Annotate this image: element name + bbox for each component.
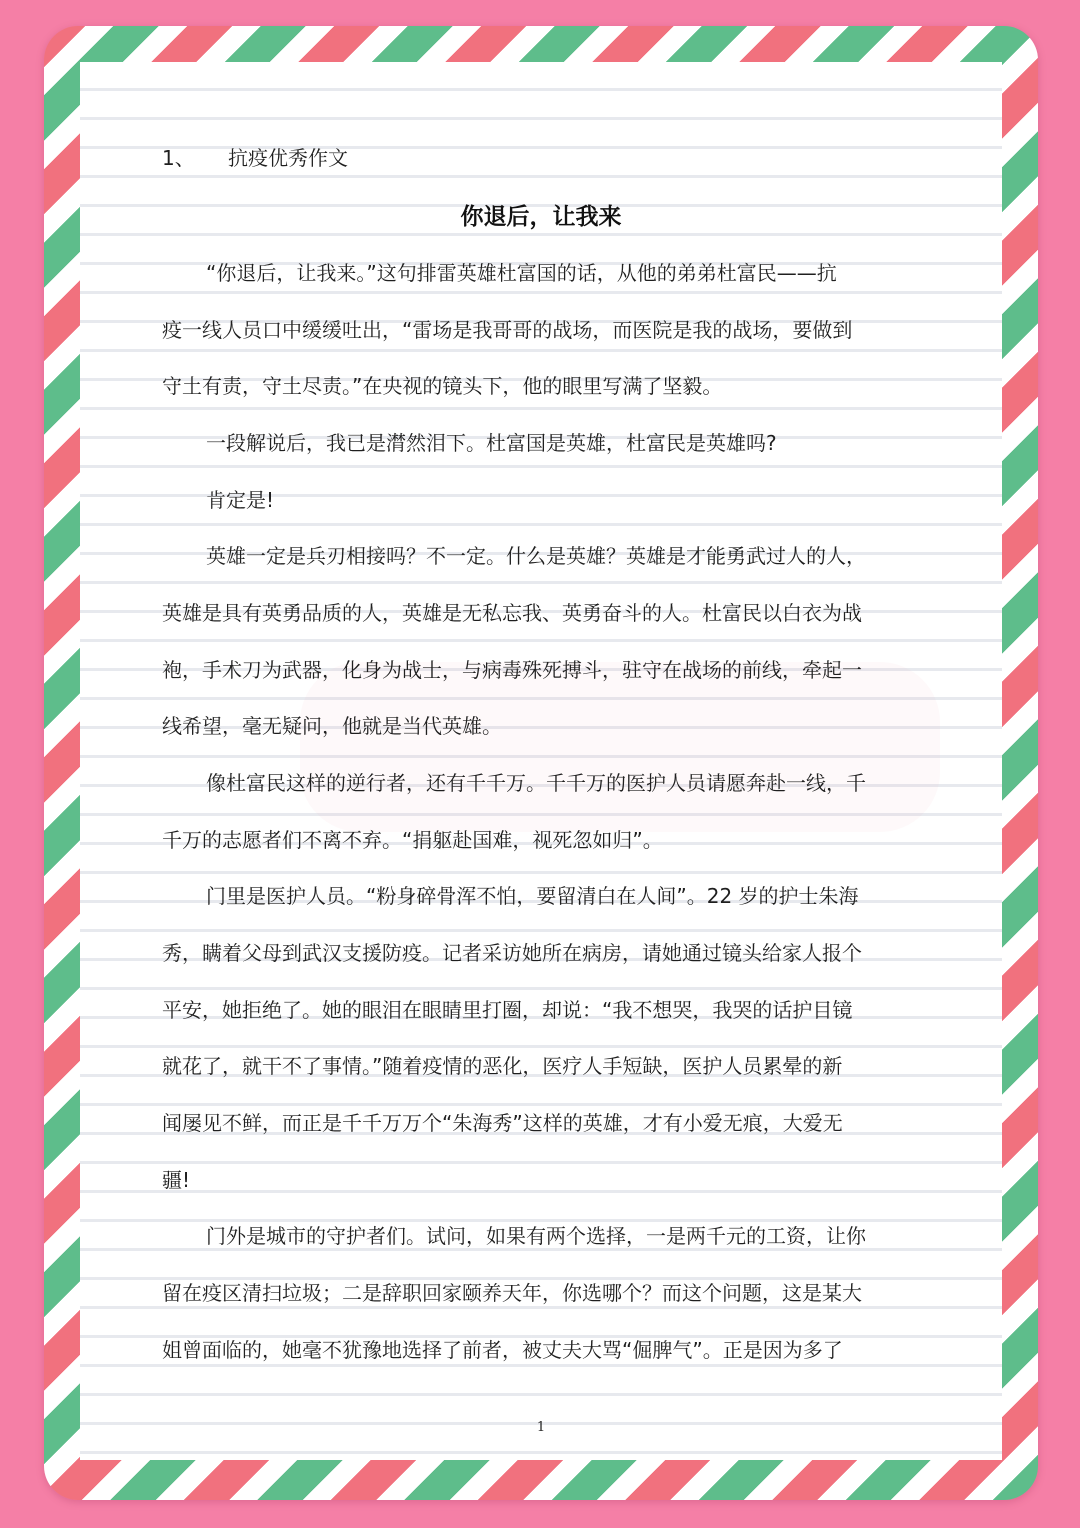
text-line: “你退后，让我来。”这句排雷英雄杜富国的话，从他的弟弟杜富民——抗 (206, 261, 837, 285)
text-line: 一段解说后，我已是潸然泪下。杜富国是英雄，杜富民是英雄吗? (206, 431, 777, 455)
text-line: 姐曾面临的，她毫不犹豫地选择了前者，被丈夫大骂“倔脾气”。正是因为多了 (162, 1338, 843, 1362)
text-line: 秀，瞒着父母到武汉支援防疫。记者采访她所在病房，请她通过镜头给家人报个 (162, 941, 862, 965)
text-line: 袍，手术刀为武器，化身为战士，与病毒殊死搏斗，驻守在战场的前线，牵起一 (162, 658, 862, 682)
text-line: 闻屡见不鲜，而正是千千万万个“朱海秀”这样的英雄，才有小爱无痕，大爱无 (162, 1111, 843, 1135)
page-number: 1 (536, 1420, 546, 1435)
text-line: 留在疫区清扫垃圾；二是辞职回家颐养天年，你选哪个？而这个问题，这是某大 (162, 1281, 862, 1305)
text-line: 线希望，毫无疑问，他就是当代英雄。 (162, 714, 502, 738)
text-line: 像杜富民这样的逆行者，还有千千万。千千万的医护人员请愿奔赴一线，千 (206, 771, 866, 795)
essay-title: 你退后，让我来 (460, 204, 622, 230)
text-line: 就花了，就干不了事情。”随着疫情的恶化，医疗人手短缺，医护人员累晕的新 (162, 1054, 843, 1078)
text-line: 平安，她拒绝了。她的眼泪在眼睛里打圈，却说：“我不想哭，我哭的话护目镜 (162, 998, 853, 1022)
text-line: 门里是医护人员。“粉身碎骨浑不怕，要留清白在人间”。22 岁的护士朱海 (206, 884, 859, 908)
text-line: 千万的志愿者们不离不弃。“捐躯赴国难，视死忽如归”。 (162, 828, 663, 852)
text-line: 疆! (162, 1168, 191, 1192)
watermark-logo (300, 662, 940, 832)
section-number: 1、 (162, 146, 195, 170)
text-line: 疫一线人员口中缓缓吐出，“雷场是我哥哥的战场，而医院是我的战场，要做到 (162, 318, 853, 342)
text-line: 英雄是具有英勇品质的人，英雄是无私忘我、英勇奋斗的人。杜富民以白衣为战 (162, 601, 862, 625)
section-heading (162, 142, 348, 171)
section-title: 抗疫优秀作文 (228, 146, 348, 170)
text-line: 门外是城市的守护者们。试问，如果有两个选择，一是两千元的工资，让你 (206, 1224, 866, 1248)
text-line: 肯定是! (206, 488, 275, 512)
text-line: 英雄一定是兵刃相接吗？不一定。什么是英雄？英雄是才能勇武过人的人， (206, 544, 866, 568)
text-line: 守土有责，守土尽责。”在央视的镜头下，他的眼里写满了坚毅。 (162, 374, 723, 398)
